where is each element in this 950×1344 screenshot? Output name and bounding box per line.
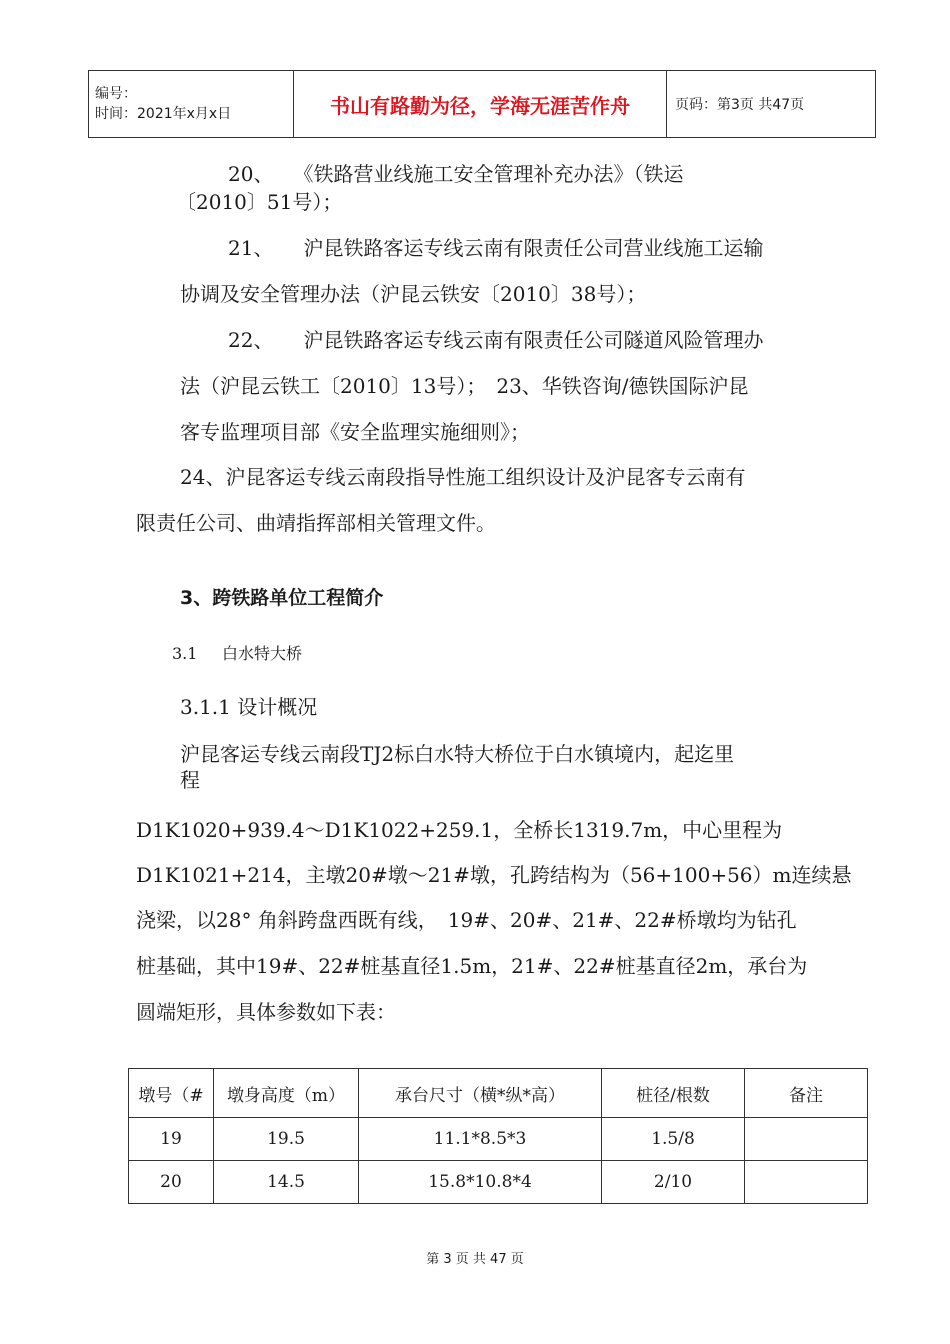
desc-line-6: 桩基础，其中19#、22#桩基直径1.5m，21#、22#桩基直径2m，承台为	[136, 954, 808, 978]
section-3-heading: 3、跨铁路单位工程简介	[180, 587, 384, 609]
item-24-line-2: 限责任公司、曲靖指挥部相关管理文件。	[136, 511, 496, 535]
item-20-line-1: 20、 《铁路营业线施工安全管理补充办法》（铁运	[228, 162, 684, 186]
table-header-cell: 墩身高度（m）	[214, 1069, 359, 1118]
table-header-cell: 桩径/根数	[602, 1069, 745, 1118]
pier-parameters-table	[128, 1068, 868, 1204]
item-22-line-3: 客专监理项目部《安全监理实施细则》；	[180, 420, 530, 444]
section-3-1-1-heading: 3.1.1 设计概况	[180, 695, 318, 719]
table-cell: 14.5	[214, 1161, 359, 1204]
item-20-line-2: 〔2010〕51号）；	[176, 190, 343, 214]
table-header-cell: 墩号（#	[129, 1069, 214, 1118]
item-21-line-2: 协调及安全管理办法（沪昆云铁安〔2010〕38号）；	[180, 282, 647, 306]
section-3-1-number: 3.1	[172, 644, 198, 663]
page-header	[88, 70, 876, 138]
table-cell: 11.1*8.5*3	[359, 1118, 602, 1161]
page-footer: 第 3 页 共 47 页	[426, 1252, 524, 1267]
table-cell: 19.5	[214, 1118, 359, 1161]
item-24-line-1: 24、沪昆客运专线云南段指导性施工组织设计及沪昆客专云南有	[180, 465, 746, 489]
desc-line-1: 沪昆客运专线云南段TJ2标白水特大桥位于白水镇境内，起迄里	[180, 742, 735, 766]
table-cell: 2/10	[602, 1161, 745, 1204]
table-cell: 20	[129, 1161, 214, 1204]
table-header-cell: 承台尺寸（横*纵*高）	[359, 1069, 602, 1118]
desc-line-4: D1K1021+214，主墩20#墩～21#墩，孔跨结构为（56+100+56）m连续悬	[136, 863, 852, 887]
table-cell: 19	[129, 1118, 214, 1161]
header-meta	[89, 71, 294, 138]
table-cell: 15.8*10.8*4	[359, 1161, 602, 1204]
header-time-label: 时间：2021年x月x日	[95, 106, 232, 122]
table-cell	[745, 1161, 868, 1204]
desc-line-5: 浇梁，以28° 角斜跨盘西既有线， 19#、20#、21#、22#桥墩均为钻孔	[136, 908, 797, 932]
item-22-line-1: 22、 沪昆铁路客运专线云南有限责任公司隧道风险管理办	[228, 328, 764, 352]
section-3-1-heading: 白水特大桥	[222, 644, 303, 663]
desc-line-3: D1K1020+939.4～D1K1022+259.1，全桥长1319.7m，中心里程为	[136, 818, 783, 842]
table-row	[129, 1118, 868, 1161]
table-header-row	[129, 1069, 868, 1118]
table-row	[129, 1161, 868, 1204]
desc-line-7: 圆端矩形，具体参数如下表：	[136, 1000, 396, 1024]
item-22-line-2: 法（沪昆云铁工〔2010〕13号）； 23、华铁咨询/德铁国际沪昆	[180, 374, 749, 398]
table-cell: 1.5/8	[602, 1118, 745, 1161]
desc-line-2: 程	[180, 768, 200, 792]
header-number-label: 编号：	[95, 86, 137, 102]
header-motto: 书山有路勤为径，学海无涯苦作舟	[294, 71, 667, 138]
table-header-cell: 备注	[745, 1069, 868, 1118]
table-cell	[745, 1118, 868, 1161]
header-page-label: 页码：第3页 共47页	[667, 71, 876, 138]
item-21-line-1: 21、 沪昆铁路客运专线云南有限责任公司营业线施工运输	[228, 236, 764, 260]
